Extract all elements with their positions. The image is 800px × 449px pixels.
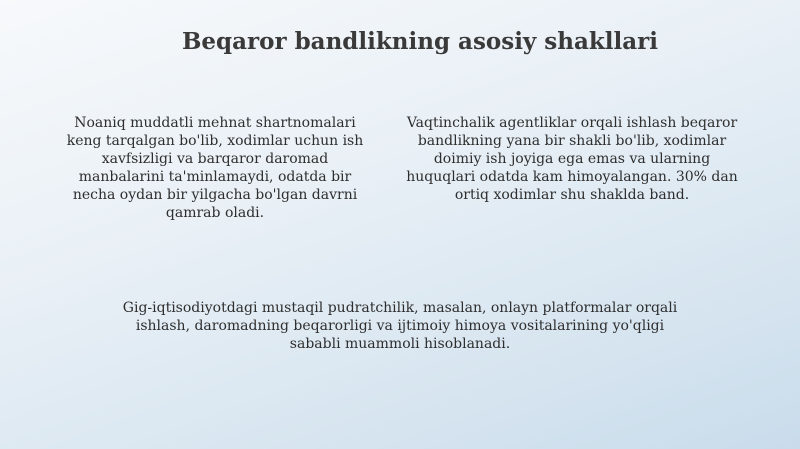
slide-title: Beqaror bandlikning asosiy shakllari — [181, 28, 659, 55]
bottom-paragraph: Gig-iqtisodiyotdagi mustaqil pudratchilik, masalan, onlayn platformalar orqali ishlash, daromadning beqarorligi va ijtimoiy himoya vositalarining yo'qligi sababli muammoli hisoblanadi. — [122, 300, 678, 352]
right-paragraph: Vaqtinchalik agentliklar orqali ishlash beqaror bandlikning yana bir shakli bo'lib, xodimlar doimiy ish joyiga ega emas va ularning huquqlari odatda kam himoyalangan. 30% dan ortiq xodimlar shu shaklda band. — [406, 115, 738, 203]
left-paragraph: Noaniq muddatli mehnat shartnomalari keng tarqalgan bo'lib, xodimlar uchun ish xavfsizligi va barqaror daromad manbalarini ta'minlamaydi, odatda bir necha oydan bir yilgacha bo'lgan davrni qamrab oladi. — [66, 115, 364, 221]
